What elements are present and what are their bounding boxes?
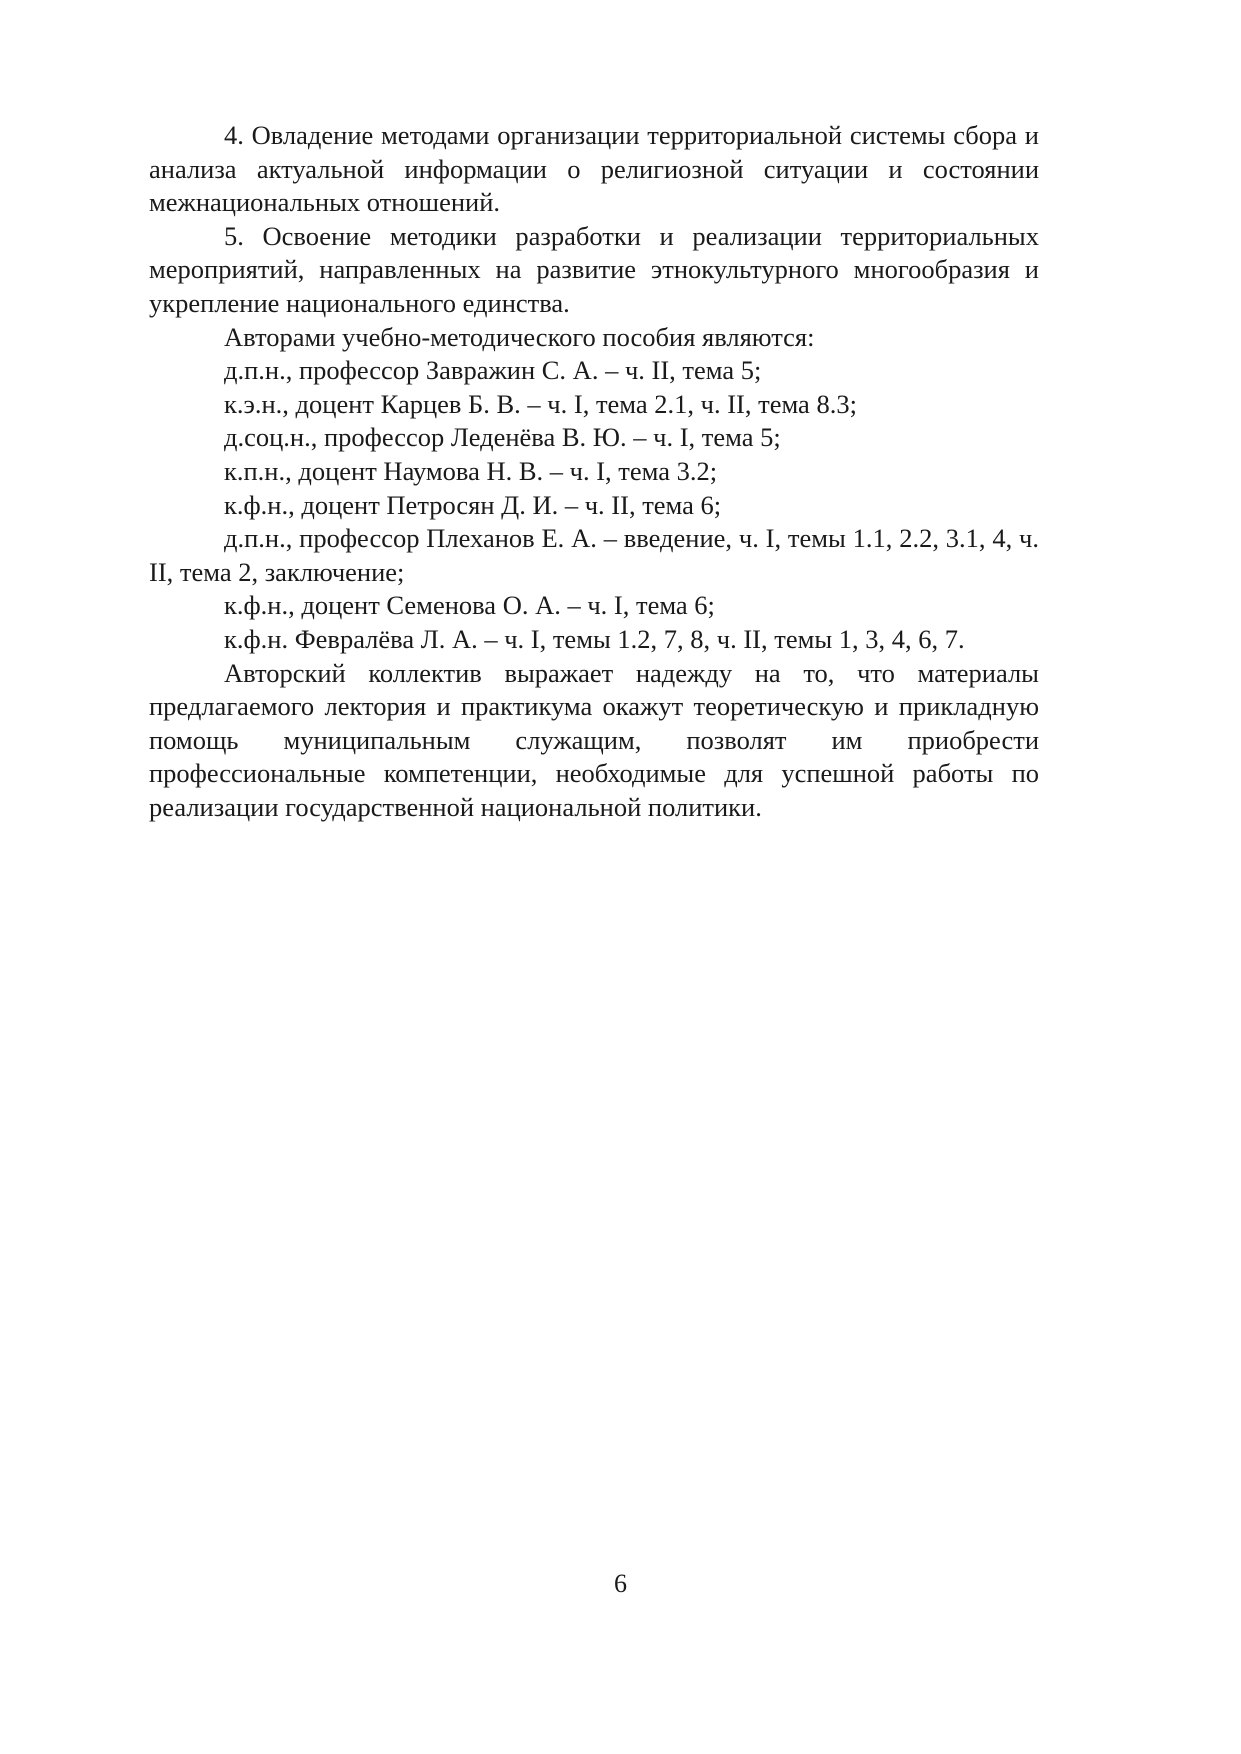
closing-paragraph: Авторский коллектив выражает надежду на то, что материалы предлагаемого лектория и практикума окажут теоретическую и прикладную помощь муниципальным служащим, позволят им приобрести профессиональные компетенции, необходимые для успешной работы по реализации государственной национальной политики. [149, 657, 1039, 822]
author-entry: к.п.н., доцент Наумова Н. В. – ч. I, тема 3.2; [224, 455, 718, 486]
page-body [149, 119, 1039, 824]
page-number: 6 [614, 1569, 627, 1598]
author-entry: д.п.н., профессор Плеханов Е. А. – введение, ч. I, темы 1.1, 2.2, 3.1, 4, ч. II, тема 2, заключение; [149, 523, 1039, 587]
author-entry: к.э.н., доцент Карцев Б. В. – ч. I, тема 2.1, ч. II, тема 8.3; [224, 388, 857, 419]
author-entry: д.п.н., профессор Завражин С. А. – ч. II, тема 5; [224, 355, 762, 386]
author-entry: к.ф.н., доцент Петросян Д. И. – ч. II, тема 6; [224, 489, 722, 520]
author-entry: д.соц.н., профессор Леденёва В. Ю. – ч. I, тема 5; [224, 422, 781, 453]
authors-intro: Авторами учебно-методического пособия являются: [224, 321, 815, 352]
paragraph-item-5: 5. Освоение методики разработки и реализации территориальных мероприятий, направленных на развитие этнокультурного многообразия и укрепление национального единства. [149, 220, 1039, 318]
authors-list [149, 354, 1039, 656]
author-entry: к.ф.н. Февралёва Л. А. – ч. I, темы 1.2, 7, 8, ч. II, темы 1, 3, 4, 6, 7. [224, 623, 965, 654]
author-entry: к.ф.н., доцент Семенова О. А. – ч. I, тема 6; [224, 590, 715, 621]
paragraph-item-4: 4. Овладение методами организации территориальной системы сбора и анализа актуальной информации о религиозной ситуации и состоянии межнациональных отношений. [149, 120, 1039, 218]
